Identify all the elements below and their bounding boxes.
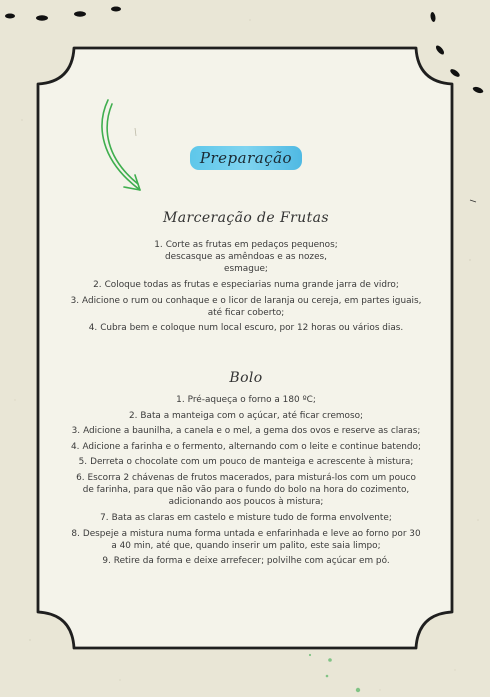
recipe-card <box>60 60 432 640</box>
list-item: 6. Escorra 2 chávenas de frutos macerados, para misturá-los com um pouco de farinha, para que não vão para o fundo do bolo na hora do cozimento, adicionando aos poucos à mistura; <box>76 472 416 508</box>
list-item: 5. Derreta o chocolate com um pouco de manteiga e acrescente à mistura; <box>78 457 414 468</box>
list-item: 8. Despeje a mistura numa forma untada e enfarinhada e leve ao forno por 30 a 40 min, até que, quando inserir um palito, este saia limpo; <box>71 528 421 551</box>
list-item: 4. Cubra bem e coloque num local escuro, por 12 horas ou vários dias. <box>88 323 404 334</box>
list-item: 1. Corte as frutas em pedaços pequenos; descasque as amêndoas e as nozes, esmague; <box>154 240 338 275</box>
list-item: 3. Adicione a baunilha, a canela e o mel, a gema dos ovos e reserve as claras; <box>71 426 421 437</box>
steps-marceracao <box>60 239 432 338</box>
title-block <box>60 146 432 170</box>
list-item: 4. Adicione a farinha e o fermento, alternando com o leite e continue batendo; <box>71 441 421 452</box>
list-item: 2. Coloque todas as frutas e especiarias numa grande jarra de vidro; <box>93 280 399 290</box>
list-item: 9. Retire da forma e deixe arrefecer; polvilhe com açúcar em pó. <box>102 556 390 567</box>
list-item: 7. Bata as claras em castelo e misture tudo de forma envolvente; <box>100 512 392 523</box>
list-item: 3. Adicione o rum ou conhaque e o licor de laranja ou cereja, em partes iguais, até ficar coberto; <box>70 295 422 318</box>
list-item: 1. Pré-aqueça o forno a 180 ºC; <box>176 395 316 405</box>
page-title: Preparação <box>190 146 302 170</box>
list-item: 2. Bata a manteiga com o açúcar, até ficar cremoso; <box>128 410 364 421</box>
section-heading-bolo: Bolo <box>229 370 263 386</box>
section-heading-marceracao: Marceração de Frutas <box>163 210 329 226</box>
steps-bolo <box>60 394 432 571</box>
